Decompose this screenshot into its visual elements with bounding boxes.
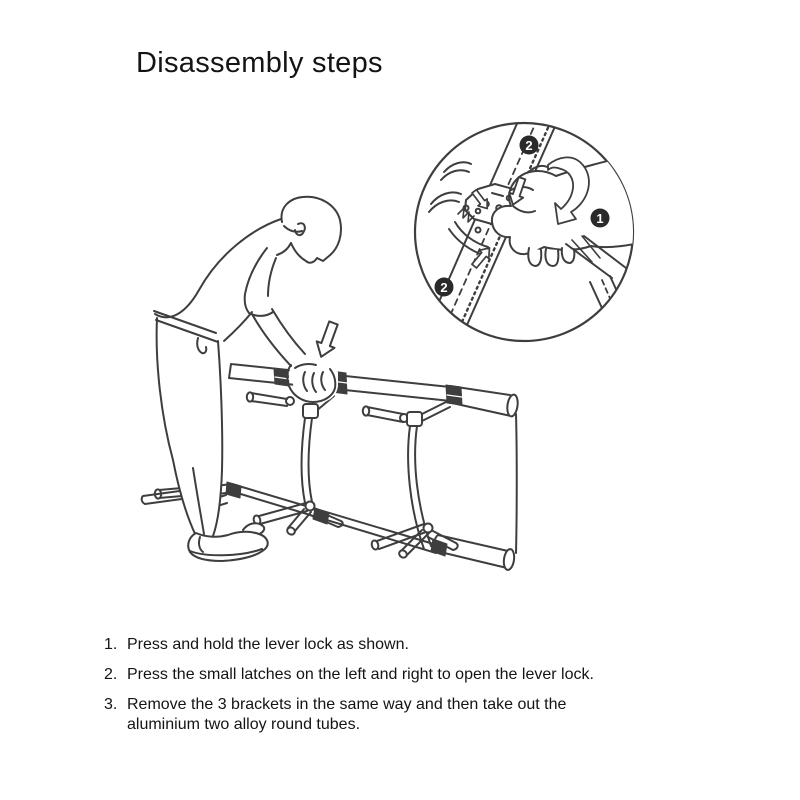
- marker-step-1: [591, 209, 610, 228]
- step-3-text-line-2: aluminium two alloy round tubes.: [127, 716, 361, 733]
- cot-rolled-fabric-end: [434, 386, 519, 571]
- step-2-text: Press the small latches on the left and right to open the lever lock.: [127, 666, 594, 683]
- step-1-text: Press and hold the lever lock as shown.: [127, 636, 409, 653]
- step-3-number: 3.: [104, 696, 118, 713]
- marker-step-2-left: [435, 278, 454, 297]
- inset-fingers: [528, 248, 574, 266]
- marker-step-2-top-label: 2: [525, 138, 533, 153]
- press-down-arrow: [312, 320, 342, 360]
- inset-back-tube: [592, 114, 646, 152]
- steps-list: [104, 635, 594, 745]
- step-2: [104, 665, 594, 685]
- marker-step-2-top: [520, 136, 539, 155]
- marker-step-2-left-label: 2: [440, 280, 448, 295]
- step-3-text-line-1: Remove the 3 brackets in the same way and then take out the: [127, 696, 567, 713]
- marker-step-1-label: 1: [596, 211, 604, 226]
- step-2-number: 2.: [104, 666, 118, 683]
- cot-bracket-3-assembly: [363, 385, 462, 559]
- inset-detail-circle: [415, 114, 660, 352]
- step-1-number: 1.: [104, 636, 118, 653]
- step-3: [104, 695, 594, 735]
- page-title: Disassembly steps: [136, 47, 383, 79]
- step-1: [104, 635, 594, 655]
